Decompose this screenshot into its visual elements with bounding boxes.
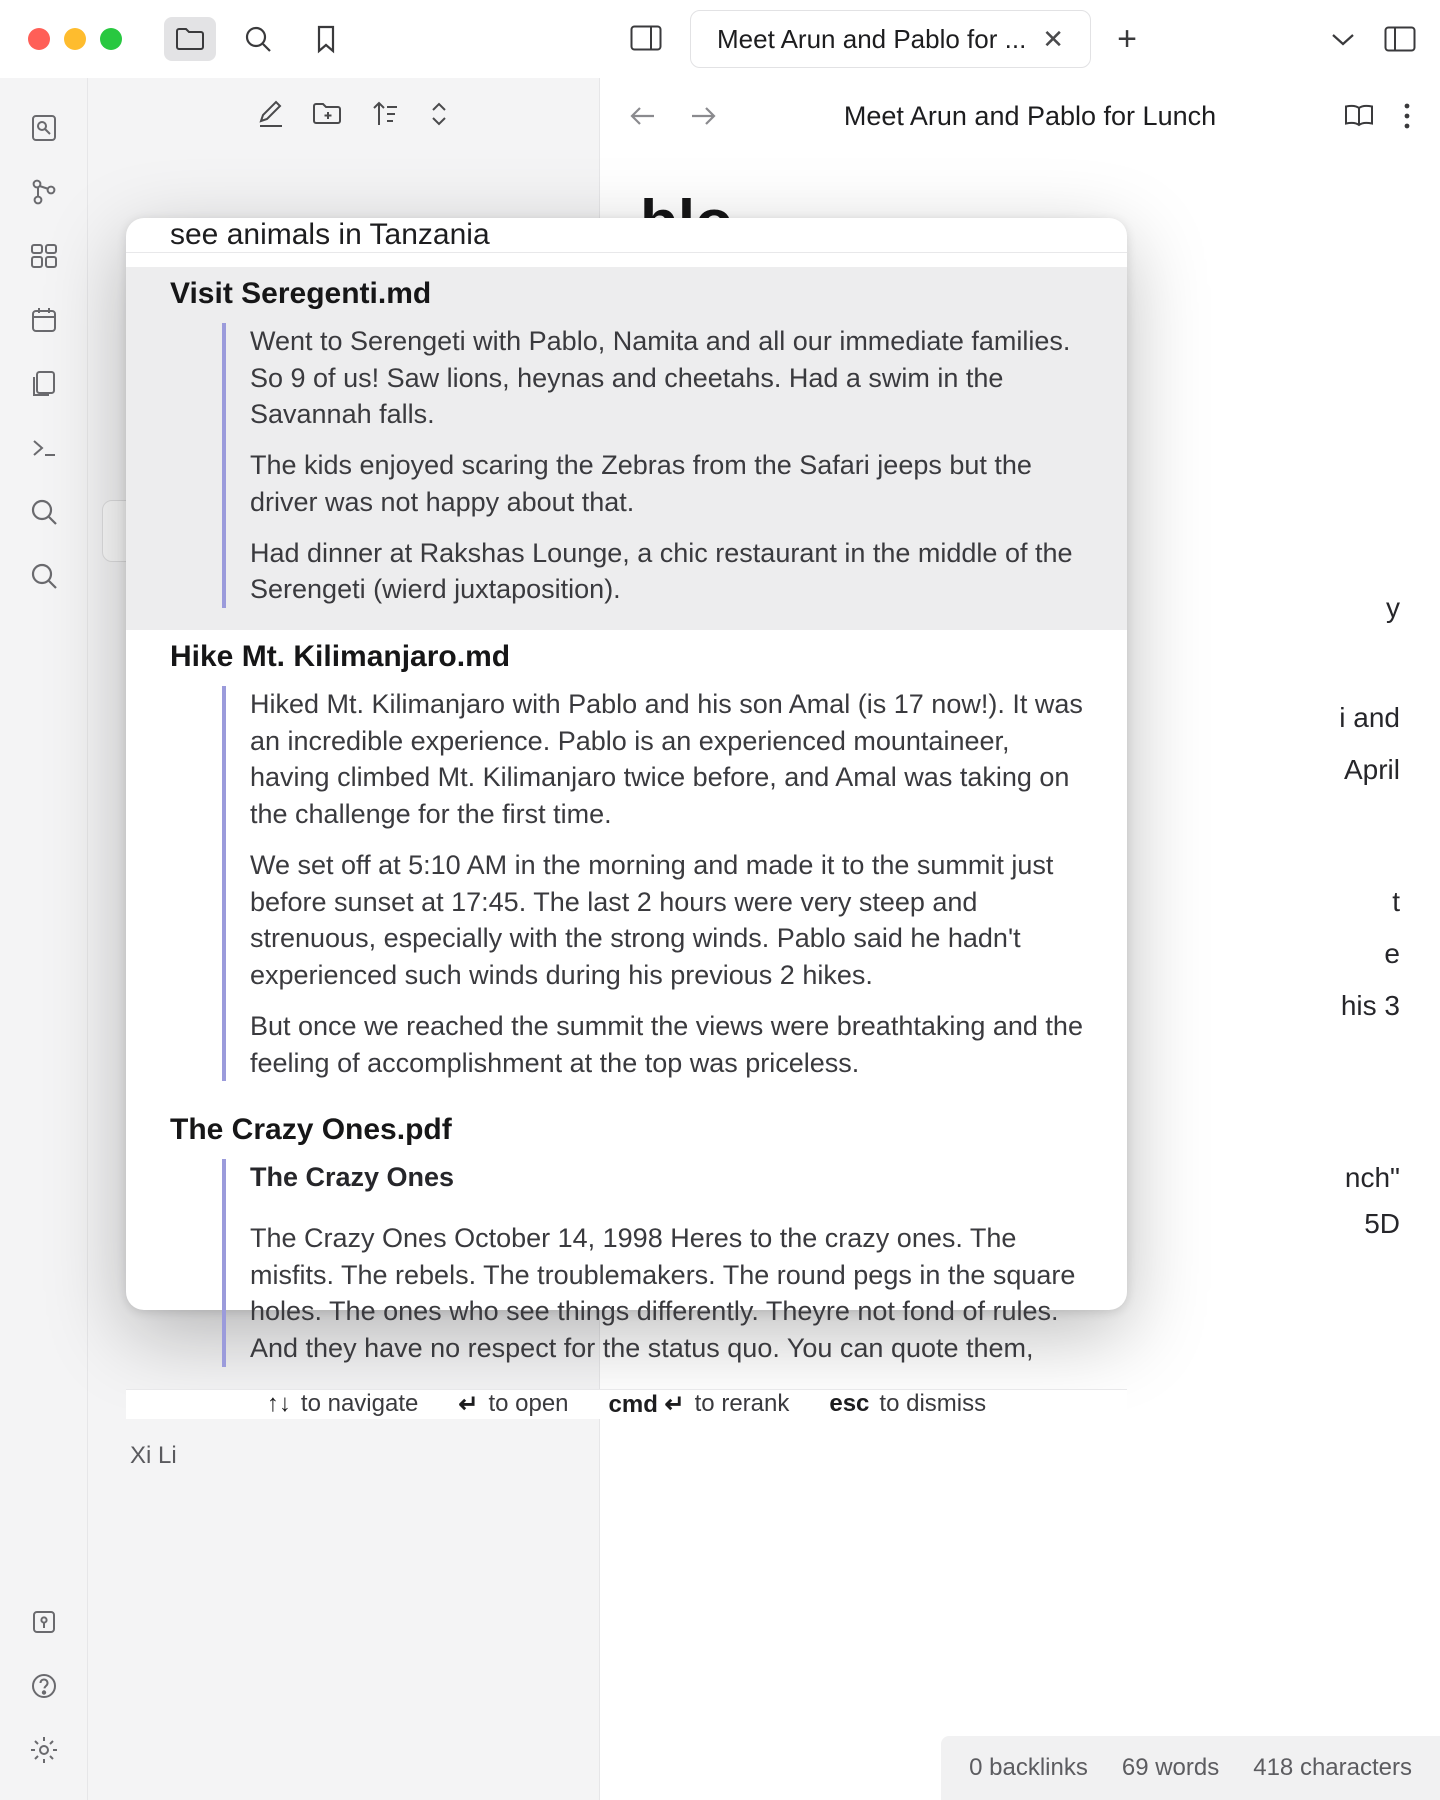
- document-paragraph: nch": [1344, 1162, 1400, 1194]
- result-item[interactable]: [126, 267, 1127, 630]
- document-paragraph: i and: [1339, 702, 1400, 734]
- close-icon[interactable]: ✕: [1042, 24, 1065, 54]
- search-icon[interactable]: [16, 484, 72, 540]
- left-sidebar-icon[interactable]: [620, 16, 672, 60]
- hint-text: to navigate: [300, 1390, 419, 1418]
- hint-open: [458, 1390, 568, 1419]
- right-panel-icon[interactable]: [1384, 26, 1416, 52]
- tab-label: Meet Arun and Pablo for ...: [717, 23, 1027, 54]
- location-icon[interactable]: [16, 1594, 72, 1650]
- close-window-button[interactable]: [28, 28, 50, 50]
- result-snippet: [222, 1159, 1083, 1367]
- palette-input-row: [126, 218, 1127, 253]
- result-snippet: [222, 323, 1083, 608]
- hint-keys: ↵: [458, 1390, 479, 1418]
- calendar-icon[interactable]: [16, 292, 72, 348]
- backlinks-count[interactable]: 0 backlinks: [969, 1754, 1088, 1781]
- document-paragraph: y: [1386, 592, 1400, 624]
- window-toolbar: [164, 17, 352, 61]
- result-subheading: The Crazy Ones: [250, 1162, 455, 1193]
- hint-text: to rerank: [694, 1390, 790, 1418]
- documents-icon[interactable]: [16, 356, 72, 412]
- result-paragraph: But once we reached the summit the views were breathtaking and the feeling of accomplishment at the top was priceless.: [250, 1010, 1083, 1078]
- search-alt-icon[interactable]: [16, 548, 72, 604]
- title-bar: [0, 0, 1440, 78]
- character-count[interactable]: 418 characters: [1253, 1754, 1412, 1781]
- result-item[interactable]: [126, 1103, 1127, 1389]
- editor-header: [600, 78, 1440, 154]
- note-list-toolbar: [88, 78, 599, 150]
- result-title: The Crazy Ones.pdf: [170, 1113, 452, 1147]
- file-search-icon[interactable]: [16, 100, 72, 156]
- note-list-footer-label: Xi Li: [130, 1442, 177, 1469]
- new-tab-button[interactable]: +: [1117, 19, 1137, 58]
- tab-strip: [690, 8, 1440, 70]
- palette-results-list: [126, 253, 1127, 1389]
- result-paragraph: Hiked Mt. Kilimanjaro with Pablo and his son Amal (is 17 now!). It was an incredible experience. Pablo is an experienced mountaineer, having climbed Mt. Kilimanjaro twice before, and Amal was taking on the challenge for the first time.: [250, 689, 1083, 830]
- document-paragraph: April: [1343, 754, 1400, 786]
- result-paragraph: We set off at 5:10 AM in the morning and made it to the summit just before sunset at 17:45. The last 2 hours were very steep and strenuous, especially with the strong winds. Pablo said he hadn't experienced such winds during his previous 2 hikes.: [250, 849, 1054, 991]
- editor-nav: [628, 103, 718, 129]
- window-controls: [0, 28, 122, 50]
- document-paragraph: t: [1392, 886, 1400, 918]
- result-paragraph: The kids enjoyed scaring the Zebras from the Safari jeeps but the driver was not happy about that.: [250, 450, 1032, 517]
- collapse-icon[interactable]: [426, 99, 452, 129]
- result-item[interactable]: [126, 630, 1127, 1103]
- hint-text: to open: [488, 1390, 569, 1418]
- word-count[interactable]: 69 words: [1121, 1754, 1220, 1781]
- result-title: Visit Seregenti.md: [170, 277, 432, 310]
- hint-keys: esc: [829, 1390, 870, 1418]
- graph-icon[interactable]: [16, 164, 72, 220]
- dashboard-icon[interactable]: [16, 228, 72, 284]
- hint-dismiss: [829, 1390, 986, 1418]
- result-snippet: [222, 686, 1083, 1081]
- palette-footer: [126, 1389, 1127, 1419]
- search-input[interactable]: [170, 218, 1083, 252]
- back-button[interactable]: [628, 103, 658, 129]
- tab-item[interactable]: [690, 10, 1091, 68]
- folder-icon[interactable]: [164, 17, 216, 61]
- hint-navigate: [267, 1390, 418, 1418]
- editor-actions: [1342, 101, 1412, 131]
- hint-keys: ↑↓: [266, 1390, 291, 1418]
- settings-icon[interactable]: [16, 1722, 72, 1778]
- more-options-icon[interactable]: [1402, 101, 1412, 131]
- zoom-window-button[interactable]: [100, 28, 122, 50]
- terminal-icon[interactable]: [16, 420, 72, 476]
- result-title: Hike Mt. Kilimanjaro.md: [170, 640, 511, 674]
- document-paragraph: e: [1384, 938, 1400, 970]
- forward-button[interactable]: [688, 103, 718, 129]
- chevron-down-icon[interactable]: [1330, 31, 1356, 47]
- left-ribbon: [0, 78, 88, 1800]
- new-folder-icon[interactable]: [312, 100, 344, 128]
- hint-rerank: [609, 1390, 790, 1419]
- hint-keys: cmd ↵: [608, 1390, 685, 1418]
- search-palette: [126, 218, 1127, 1418]
- minimize-window-button[interactable]: [64, 28, 86, 50]
- new-note-icon[interactable]: [256, 99, 286, 129]
- bookmark-icon[interactable]: [300, 17, 352, 61]
- search-icon[interactable]: [232, 17, 284, 61]
- document-paragraph: his 3: [1340, 990, 1400, 1022]
- hint-text: to dismiss: [879, 1390, 987, 1418]
- editor-title: Meet Arun and Pablo for Lunch: [843, 100, 1217, 131]
- help-icon[interactable]: [16, 1658, 72, 1714]
- document-paragraph: 5D: [1364, 1208, 1400, 1240]
- result-paragraph: Went to Serengeti with Pablo, Namita and all our immediate families. So 9 of us! Saw lions, heynas and cheetahs. Had a swim in the Savannah falls.: [250, 326, 1071, 430]
- status-bar: [941, 1736, 1440, 1800]
- app-body: [0, 78, 1440, 1800]
- result-paragraph: Had dinner at Rakshas Lounge, a chic restaurant in the middle of the Serengeti (wierd juxtaposition).: [250, 537, 1073, 605]
- result-paragraph: The Crazy Ones October 14, 1998 Heres to the crazy ones. The misfits. The rebels. The troublemakers. The round pegs in the square holes. The ones who see things differently. Theyre not fond of rules. And they have no respect for the status quo. You can quote them,: [250, 1222, 1076, 1364]
- reading-view-icon[interactable]: [1342, 103, 1376, 129]
- sort-icon[interactable]: [370, 100, 400, 128]
